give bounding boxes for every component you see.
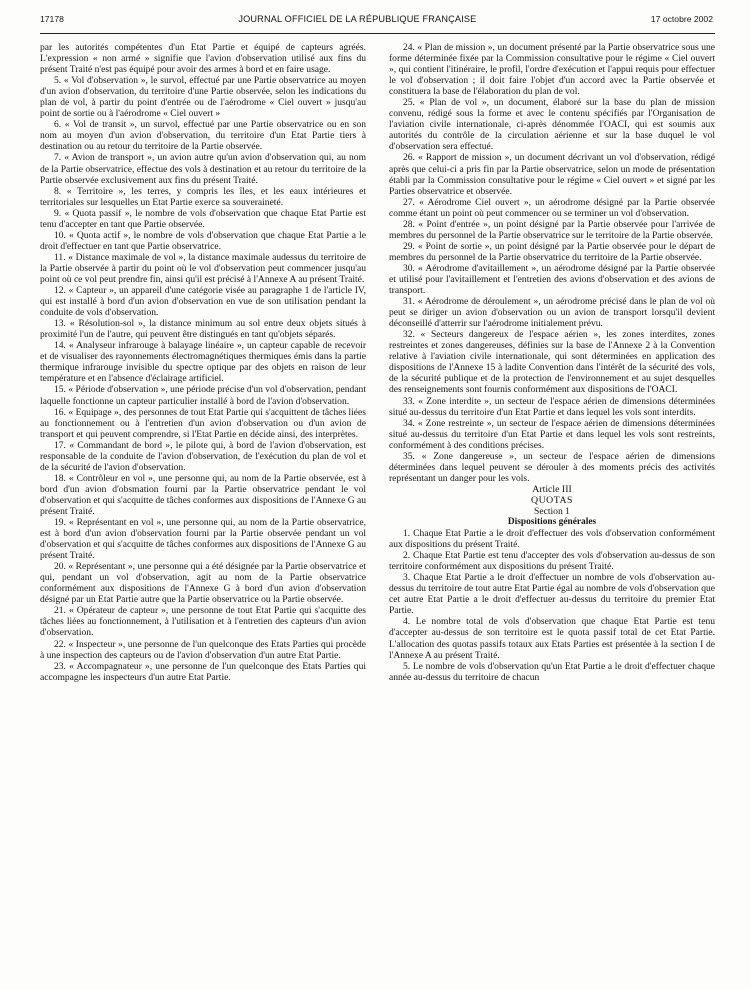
definition-paragraph: 13. « Résolution-sol », la distance minimum au sol entre deux objets situés à proximité l'un de l'autre, qui peuvent être distingués en tant qu'objets séparés. — [40, 318, 366, 341]
definition-paragraph: 10. « Quota actif », le nombre de vols d'observation que chaque Etat Partie a le droit d'effectuer en tant que Partie observatrice. — [40, 229, 366, 252]
issue-date: 17 octobre 2002 — [650, 14, 713, 24]
article-number: Article III — [532, 483, 572, 495]
definition-paragraph: 16. « Equipage », des personnes de tout Etat Partie qui s'acquittent de tâches liées au fonctionnement ou à l'entretien d'un avion d'observation ou d'un avion de transport et qui peuvent comprendre, si l'Etat Partie en décide ainsi, des interprètes. — [40, 406, 366, 440]
quota-paragraph: 2. Chaque Etat Partie est tenu d'accepter des vols d'observation au-dessus de son territoire conformément aux dispositions du présent Traité. — [389, 550, 715, 573]
definition-paragraph: 23. « Accompagnateur », une personne de l'un quelconque des Etats Parties qui accompagne les inspecteurs d'un autre Etat Partie. — [40, 660, 366, 683]
definition-paragraph: 31. « Aérodrome de déroulement », un aérodrome précisé dans le plan de vol où peut se diriger un avion d'observation ou un avion de transport lorsqu'il devient déconseillé d'atterrir sur l'aérodrome initialement prévu. — [389, 296, 715, 330]
definition-paragraph: 5. « Vol d'observation », le survol, effectué par une Partie observatrice au moyen d'un avion d'observation, du territoire d'une Partie observée, selon les indications du plan de vol, à partir du point d'entrée ou de l'aérodrome « Ciel ouvert » jusqu'au point de sortie ou à l'aérodrome « Ciel ouvert » — [40, 75, 366, 120]
definition-paragraph: 19. « Représentant en vol », une personne qui, au nom de la Partie observatrice, est à bord d'un avion d'observation fourni par la Partie observée pendant un vol d'observation et qui s'acquitte de tâches conformes aux dispositions de l'Annexe G au présent Traité. — [40, 517, 366, 562]
definition-paragraph: 22. « Inspecteur », une personne de l'un quelconque des Etats Parties qui procède à une inspection des capteurs ou de l'avion d'observation d'un autre Etat Partie. — [40, 638, 366, 661]
definition-paragraph: 32. « Secteurs dangereux de l'espace aérien », les zones interdites, zones restreintes et zones dangereuses, définies sur la base de l'Annexe 2 à la Convention relative à l'aviation civile internationale, qui sont déterminées en application des dispositions de l'Annexe 15 à ladite Convention dans l'intérêt de la sécurité des vols, de la sécurité publique et de la protection de l'environnement et au sujet desquelles des renseignements sont fournis conformément aux dispositions de l'OACI. — [389, 329, 715, 396]
quota-paragraph: 3. Chaque Etat Partie a le droit d'effectuer un nombre de vols d'observation au-dessus du territoire de tout autre Etat Partie égal au nombre de vols d'observation que cet autre Etat Partie a le droit d'effectuer au-dessus du territoire du premier Etat Partie. — [389, 572, 715, 617]
definition-paragraph: 26. « Rapport de mission », un document décrivant un vol d'observation, rédigé après que celui-ci a pris fin par la Partie observatrice, selon un mode de présentation établi par la Commission consultative pour le régime « Ciel ouvert » et signé par les Parties observatrice et observée. — [389, 152, 715, 197]
page-number: 17178 — [40, 14, 64, 24]
definition-paragraph: 6. « Vol de transit », un survol, effectué par une Partie observatrice ou en son nom au moyen d'un avion d'observation, du territoire d'un Etat Partie tiers à destination ou au retour du territoire de la Partie observée. — [40, 119, 366, 153]
definition-paragraph: 30. « Aérodrome d'avitaillement », un aérodrome désigné par la Partie observée et utilisé pour l'avitaillement et l'entretien des avions d'observation et des avions de transport. — [389, 262, 715, 297]
definition-paragraph: 8. « Territoire », les terres, y compris les îles, et les eaux intérieures et territoriales sur lesquelles un Etat Partie exerce sa souveraineté. — [40, 185, 366, 208]
definition-paragraph: 12. « Capteur », un appareil d'une catégorie visée au paragraphe 1 de l'article IV, qui est installé à bord d'un avion d'observation en vue de son utilisation pendant la conduite de vols d'observation. — [40, 285, 366, 319]
definition-paragraph: 24. « Plan de mission », un document présenté par la Partie observatrice sous une forme déterminée fixée par la Commission consultative pour le régime « Ciel ouvert », qui contient l'itinéraire, le profil, l'ordre d'exécution et l'appui requis pour effectuer le vol d'observation ; il doit faire l'objet d'un accord avec la Partie observée et constituera la base de l'élaboration du plan de vol. — [389, 42, 715, 98]
article-title: QUOTAS — [531, 494, 573, 506]
page-header — [40, 14, 715, 28]
header-rule — [40, 33, 715, 34]
definition-paragraph: 20. « Représentant », une personne qui a été désignée par la Partie observatrice et qui, pendant un vol d'observation, agit au nom de la Partie observatrice conformément aux dispositions de l'Annexe G à bord d'un avion d'observation désigné par un Etat Partie autre que la Partie observatrice ou la Partie observée. — [40, 561, 366, 606]
text-columns — [40, 42, 715, 683]
definition-paragraph: 33. « Zone interdite », un secteur de l'espace aérien de dimensions déterminées situé au-dessus du territoire d'un Etat Partie et dans lequel les vols sont interdits. — [389, 395, 715, 418]
section-subtitle: Dispositions générales — [507, 517, 597, 528]
definition-paragraph: 21. « Opérateur de capteur », une personne de tout Etat Partie qui s'acquitte des tâches liées au fonctionnement, à l'utilisation et à l'entretien des capteurs d'un avion d'observation. — [40, 605, 366, 639]
left-column — [40, 42, 366, 683]
definition-paragraph: 28. « Point d'entrée », un point désigné par la Partie observée pour l'arrivée de membres du personnel de la Partie observatrice sur le territoire de la Partie observée. — [389, 218, 715, 241]
section-number: Section 1 — [534, 505, 570, 517]
definition-paragraph: 34. « Zone restreinte », un secteur de l'espace aérien de dimensions déterminées situé au-dessus du territoire d'un Etat Partie et dans lequel les vols sont restreints, conformément à des conditions précises. — [389, 417, 715, 451]
definition-paragraph: 35. « Zone dangereuse », un secteur de l'espace aérien de dimensions déterminées dans lequel peuvent se dérouler à des moments précis des activités représentant un danger pour les vols. — [389, 450, 715, 484]
definition-paragraph: 25. « Plan de vol », un document, élaboré sur la base du plan de mission convenu, rédigé sous la forme et avec le contenu spécifiés par l'Organisation de l'aviation civile internationale, ci-après dénommée l'OACI, qui est soumis aux autorités du contrôle de la circulation aérienne et sur la base duquel le vol d'observation sera effectué. — [389, 97, 715, 153]
journal-title: JOURNAL OFFICIEL DE LA RÉPUBLIQUE FRANÇAISE — [238, 14, 477, 24]
right-column — [389, 42, 715, 683]
definition-paragraph: 15. « Période d'observation », une période précise d'un vol d'observation, pendant laquelle fonctionne un capteur particulier installé à bord de l'avion d'observation. — [40, 384, 366, 407]
quota-paragraph: 1. Chaque Etat Partie a le droit d'effectuer des vols d'observation conformément aux dispositions du présent Traité. — [389, 528, 715, 551]
definition-paragraph: 18. « Contrôleur en vol », une personne qui, au nom de la Partie observée, est à bord d'un avion d'obsmation fourni par la Partie observatrice pendant le vol d'observation et qui s'acquitte de tâches conformes aux dispositions de l'Annexe G au présent Traité. — [40, 472, 366, 517]
definition-paragraph: 9. « Quota passif », le nombre de vols d'observation que chaque Etat Partie est tenu d'accepter en tant que Partie observée. — [40, 207, 366, 230]
quota-paragraph: 4. Le nombre total de vols d'observation que chaque Etat Partie est tenu d'accepter au-dessus de son territoire est le quota passif total de cet Etat Partie. L'allocation des quotas passifs totaux aux Etats Parties est présentée à la section I de l'Annexe A au présent Traité. — [389, 616, 715, 661]
definition-paragraph: 17. « Commandant de bord », le pilote qui, à bord de l'avion d'observation, est responsable de la conduite de l'avion d'observation, de l'exécution du plan de vol et de la sécurité de l'avion d'observation. — [40, 439, 366, 473]
definition-paragraph: 11. « Distance maximale de vol », la distance maximale audessus du territoire de la Partie observée à partir du point où le vol d'observation peut commencer jusqu'au point où ce vol peut prendre fin, ainsi qu'il est précisé à l'Annexe A au présent Traité. — [40, 251, 366, 285]
quota-paragraph: 5. Le nombre de vols d'observation qu'un Etat Partie a le droit d'effectuer chaque année au-dessus du territoire de chacun — [389, 660, 715, 683]
definition-paragraph: 29. « Point de sortie », un point désigné par la Partie observée pour le départ de membres du personnel de la Partie observatrice du territoire de la Partie observée. — [389, 240, 715, 263]
paragraph: par les autorités compétentes d'un Etat Partie et équipé de capteurs agréés. L'expression « non armé » signifie que l'avion d'observation utilisé aux fins du présent Traité n'est pas équipé pour avoir des armes à bord et en faire usage. — [40, 42, 366, 76]
definition-paragraph: 7. « Avion de transport », un avion autre qu'un avion d'observation qui, au nom de la Partie observatrice, effectue des vols à destination et au retour du territoire de la Partie observée exclusivement aux fins du présent Traité. — [40, 152, 366, 186]
definition-paragraph: 27. « Aérodrome Ciel ouvert », un aérodrome désigné par la Partie observée comme étant un point où peut commencer ou se terminer un vol d'observation. — [389, 196, 715, 219]
definition-paragraph: 14. « Analyseur infrarouge à balayage linéaire », un capteur capable de recevoir et de visualiser des rayonnements électromagnétiques thermiques émis dans la partie thermique infrarouge invisible du spectre optique par des objets en raison de leur température et en l'absence d'éclairage artificiel. — [40, 340, 366, 385]
